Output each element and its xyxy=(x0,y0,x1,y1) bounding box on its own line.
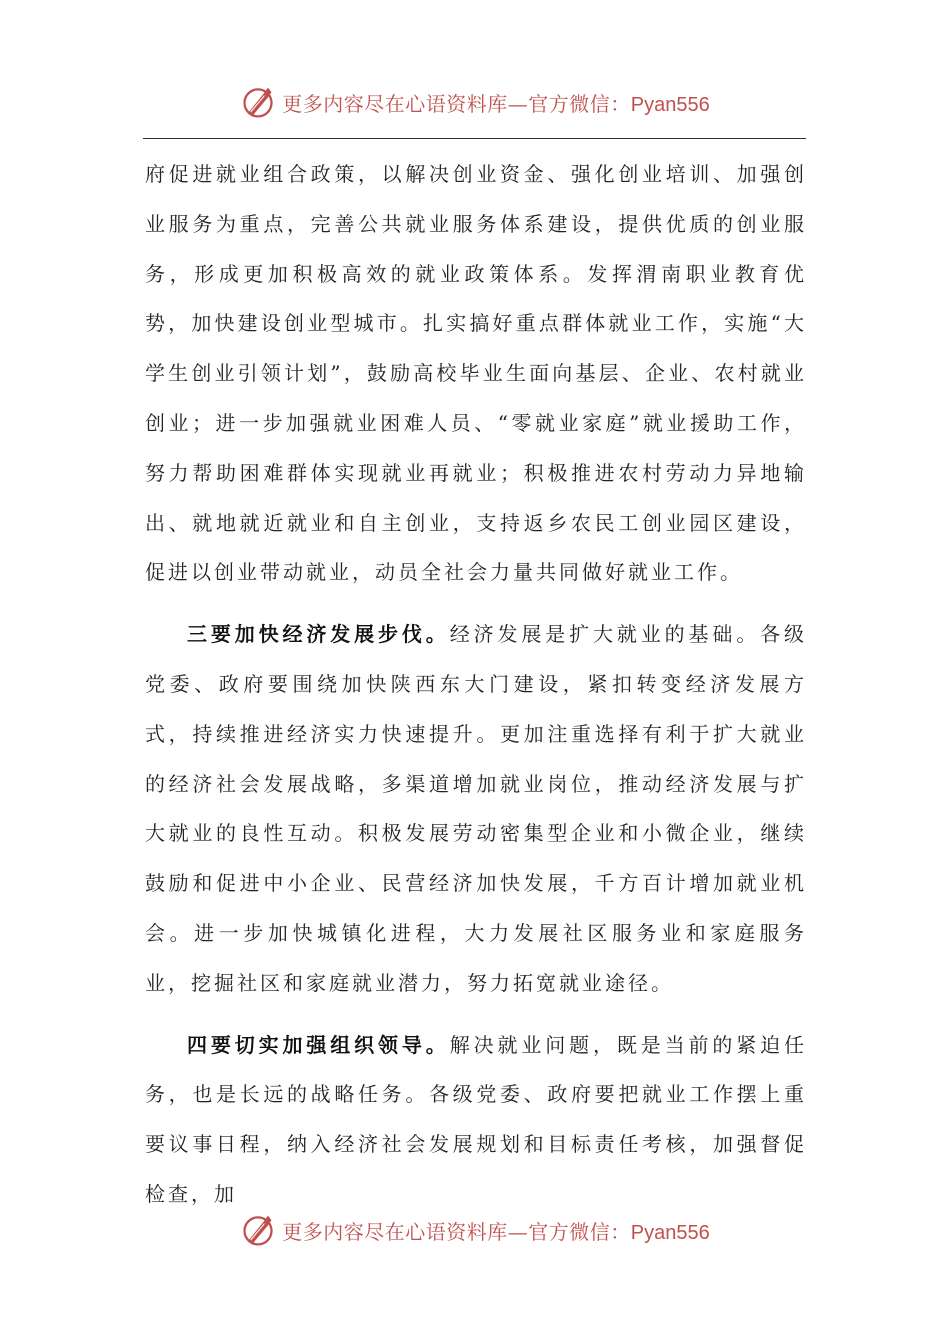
footer-wechat-handle: Pyan556 xyxy=(630,1221,710,1244)
header-banner-text xyxy=(282,88,709,117)
header-banner xyxy=(0,82,950,122)
paragraph-1-text: 府促进就业组合政策，以解决创业资金、强化创业培训、加强创业服务为重点，完善公共就业服务体系建设，提供优质的创业服务，形成更加积极高效的就业政策体系。发挥渭南职业教育优势，加快建设创业型城市。扎实搞好重点群体就业工作，实施“大学生创业引领计划”，鼓励高校毕业生面向基层、企业、农村就业创业；进一步加强就业困难人员、“零就业家庭”就业援助工作，努力帮助困难群体实现就业再就业；积极推进农村劳动力异地输出、就地就近就业和自主创业，支持返乡农民工创业园区建设，促进以创业带动就业，动员全社会力量共同做好就业工作。 xyxy=(145,162,807,585)
paragraph-3 xyxy=(145,1021,807,1220)
header-banner-label: 更多内容尽在心语资料库—官方微信： xyxy=(282,91,631,116)
paragraph-2-heading: 三要加快经济发展步伐。 xyxy=(187,622,450,647)
pen-nib-logo-icon xyxy=(240,84,276,120)
header-divider xyxy=(143,138,806,139)
paragraph-3-text: 解决就业问题，既是当前的紧迫任务，也是长远的战略任务。各级党委、政府要把就业工作摆上重要议事日程，纳入经济社会发展规划和目标责任考核，加强督促检查，加 xyxy=(145,1032,808,1206)
paragraph-2-text: 经济发展是扩大就业的基础。各级党委、政府要围绕加快陕西东大门建设，紧扣转变经济发展方式，持续推进经济实力快速提升。更加注重选择有利于扩大就业的经济社会发展战略，多渠道增加就业岗位，推动经济发展与扩大就业的良性互动。积极发展劳动密集型企业和小微企业，继续鼓励和促进中小企业、民营经济加快发展，千方百计增加就业机会。进一步加快城镇化进程，大力发展社区服务业和家庭服务业，挖掘社区和家庭就业潜力，努力拓宽就业途径。 xyxy=(145,622,808,995)
paragraph-3-heading: 四要切实加强组织领导。 xyxy=(187,1032,450,1057)
paragraph-2 xyxy=(145,610,807,1008)
paragraph-1 xyxy=(145,150,807,598)
footer-banner xyxy=(0,1210,950,1250)
document-body xyxy=(145,150,807,1220)
footer-banner-text xyxy=(282,1216,709,1245)
footer-banner-label: 更多内容尽在心语资料库—官方微信： xyxy=(282,1219,631,1244)
header-wechat-handle: Pyan556 xyxy=(630,93,710,116)
pen-nib-logo-icon xyxy=(240,1212,276,1248)
